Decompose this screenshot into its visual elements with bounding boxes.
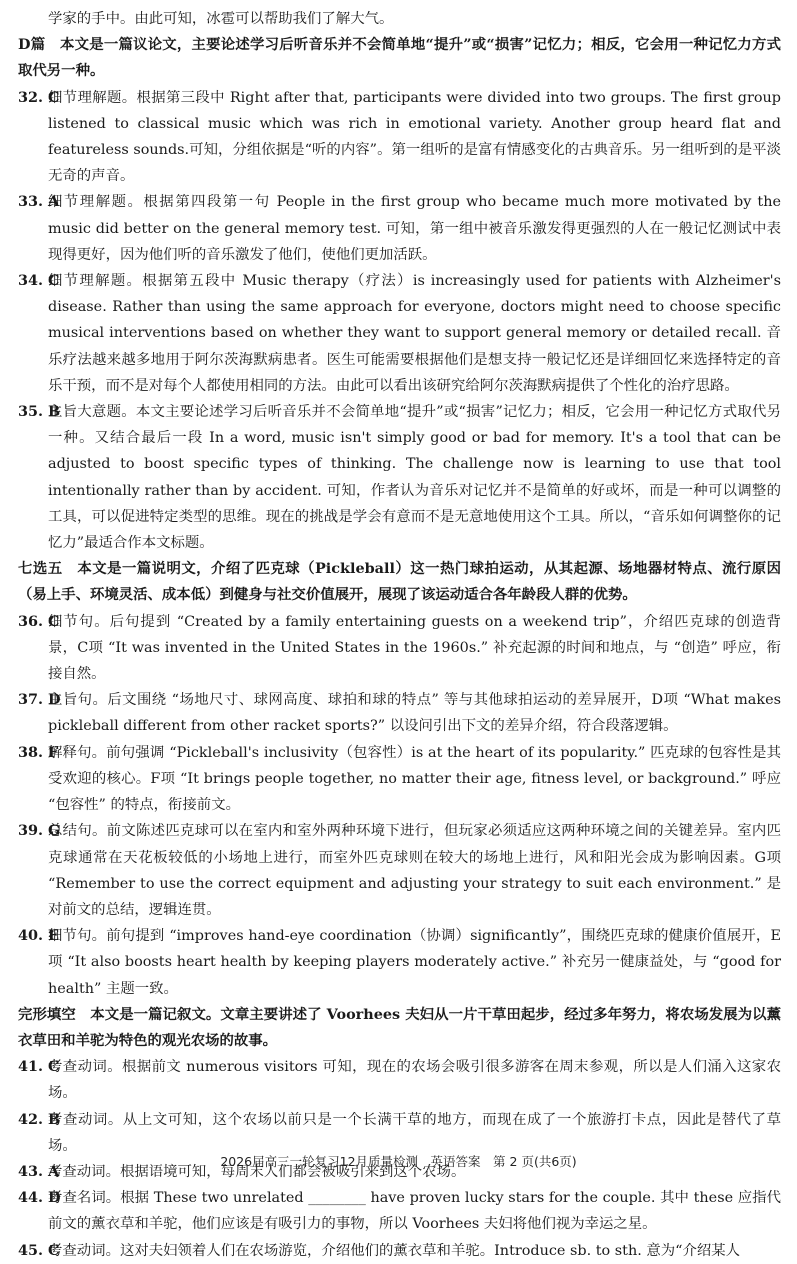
answer-item [18, 818, 781, 923]
question-number: 34. C [18, 272, 60, 290]
answer-item [18, 687, 781, 739]
question-number: 43. A [18, 1162, 60, 1180]
answer-item [18, 85, 781, 190]
answer-explanation: 主旨大意题。本文主要论述学习后听音乐并不会简单地“提升”或“损害”记忆力；相反，它会用一种记忆方式取代另一种。又结合最后一段 In a word, music isn't simply good or bad for memory. It's a tool that can be adjusted to boost specific types of thinking. The challenge now is learning to use that tool intentionally rather than by accident. 可知，作者认为音乐对记忆并不是简单的好或坏，而是一种可以调整的工具，可以促进特定类型的思维。现在的挑战是学会有意而不是无意地使用这个工具。所以，“音乐如何调整你的记忆力”最适合作本文标题。 [48, 404, 781, 552]
page-footer: 2026届高三一轮复习12月质量检测 英语答案 第 2 页(共6页) [220, 1154, 577, 1169]
question-number: 35. B [18, 403, 61, 421]
answer-explanation: 细节理解题。根据第四段第一句 People in the first group who became much more motivated by the music did better on the general memory test. 可知，第一组中被音乐激发得更强烈的人在一般记忆测试中表现得更好，因为他们听的音乐激发了他们，使他们更加活跃。 [48, 194, 781, 263]
answer-explanation: 考查动词。这对夫妇领着人们在农场游览，介绍他们的薰衣草和羊驼。Introduce sb. to sth. 意为“介绍某人 [48, 1242, 741, 1259]
question-number: 41. C [18, 1058, 60, 1076]
section-cloze-heading: 完形填空 本文是一篇记叙文。文章主要讲述了 Voorhees 夫妇从一片干草田起步，经过多年努力，将农场发展为以薰衣草田和羊驼为特色的观光农场的故事。 [18, 1005, 781, 1049]
answer-explanation: 考查名词。根据 These two unrelated ________ have proven lucky stars for the couple. 其中 these 应指代前文的薰衣草和羊驼，他们应该是有吸引力的事物，所以 Voorhees 夫妇将他们视为幸运之星。 [48, 1190, 781, 1233]
answer-explanation: 细节句。后句提到 “Created by a family entertaining guests on a weekend trip”，介绍匹克球的创造背景，C项 “It was invented in the United States in the 1960s.” 补充起源的时间和地点，与 “创造” 呼应，衔接自然。 [48, 613, 781, 683]
answer-item [18, 923, 781, 1002]
answer-item [18, 609, 781, 688]
question-number: 33. A [18, 193, 60, 211]
answer-explanation: 主旨句。后文围绕 “场地尺寸、球网高度、球拍和球的特点” 等与其他球拍运动的差异展开，D项 “What makes pickleball different from other racket sports?” 以设问引出下文的差异介绍，符合段落逻辑。 [48, 692, 781, 735]
answer-item [18, 189, 781, 268]
intro-tail: 学家的手中。由此可知，冰雹可以帮助我们了解大气。 [48, 11, 394, 27]
question-number: 36. C [18, 612, 60, 630]
answer-item [18, 1238, 781, 1264]
question-number: 40. E [18, 927, 60, 945]
question-number: 32. C [18, 88, 60, 106]
answer-item [18, 1185, 781, 1237]
answer-explanation: 细节句。前句提到 “improves hand-eye coordination（协调）significantly”，围绕匹克球的健康价值展开，E项 “It also boosts heart health by keeping players moderately active.” 补充另一健康益处，与 “good for health” 主题一致。 [48, 928, 781, 997]
section-7-items [18, 609, 781, 1002]
section-d-items [18, 85, 781, 557]
question-number: 38. F [18, 743, 59, 761]
answer-page [18, 6, 781, 1264]
answer-item [18, 1054, 781, 1106]
section-7-heading: 七选五 本文是一篇说明文，介绍了匹克球（Pickleball）这一热门球拍运动，从其起源、场地器材特点、流行原因（易上手、环境灵活、成本低）到健身与社交价值展开，展现了该运动适合各年龄段人群的优势。 [18, 560, 781, 604]
question-number: 44. D [18, 1189, 61, 1207]
answer-explanation: 考查动词。从上文可知，这个农场以前只是一个长满干草的地方，而现在成了一个旅游打卡点，因此是替代了草场。 [48, 1111, 781, 1154]
section-d-heading: D篇 本文是一篇议论文，主要论述学习后听音乐并不会简单地“提升”或“损害”记忆力；相反，它会用一种记忆力方式取代另一种。 [18, 36, 781, 80]
answer-explanation: 总结句。前文陈述匹克球可以在室内和室外两种环境下进行，但玩家必须适应这两种环境之间的关键差异。室内匹克球通常在天花板较低的小场地上进行，而室外匹克球则在较大的场地上进行，风和阳光会成为影响因素。G项 “Remember to use the correct equipment and adjusting your strategy to suit each environment.” 是对前文的总结，逻辑连贯。 [48, 823, 781, 918]
question-number: 42. B [18, 1110, 61, 1128]
answer-item [18, 268, 781, 399]
question-number: 39. G [18, 822, 61, 840]
answer-explanation: 解释句。前句强调 “Pickleball's inclusivity（包容性）is at the heart of its popularity.” 匹克球的包容性是其受欢迎的核心。F项 “It brings people together, no matter their age, fitness level, or background.” 呼应 “包容性” 的特点，衔接前文。 [48, 744, 781, 814]
answer-item [18, 399, 781, 556]
question-number: 37. D [18, 691, 61, 709]
answer-item [18, 740, 781, 819]
answer-explanation: 考查动词。根据前文 numerous visitors 可知，现在的农场会吸引很多游客在周末参观，所以是人们涌入这家农场。 [48, 1059, 781, 1102]
answer-explanation: 细节理解题。根据第五段中 Music therapy（疗法）is increasingly used for patients with Alzheimer's disease. Rather than using the same approach for everyone, doctors might need to choose specific musical interventions based on whether they want to support general memory or detailed recall. 音乐疗法越来越多地用于阿尔茨海默病患者。医生可能需要根据他们是想支持一般记忆还是详细回忆来选择特定的音乐干预，而不是对每个人都使用相同的方法。由此可以看出该研究给阿尔茨海默病提供了个性化的治疗思路。 [48, 273, 781, 394]
question-number: 45. C [18, 1241, 60, 1259]
answer-explanation: 考查动词。根据语境可知，每周末人们都会被吸引来到这个农场。 [48, 1163, 466, 1180]
answer-explanation: 细节理解题。根据第三段中 Right after that, participants were divided into two groups. The first group listened to classical music which was rich in emotional variety. Another group heard flat and featureless sounds.可知，分组依据是“听的内容”。第一组听的是富有情感变化的古典音乐。另一组听到的是平淡无奇的声音。 [48, 89, 781, 185]
